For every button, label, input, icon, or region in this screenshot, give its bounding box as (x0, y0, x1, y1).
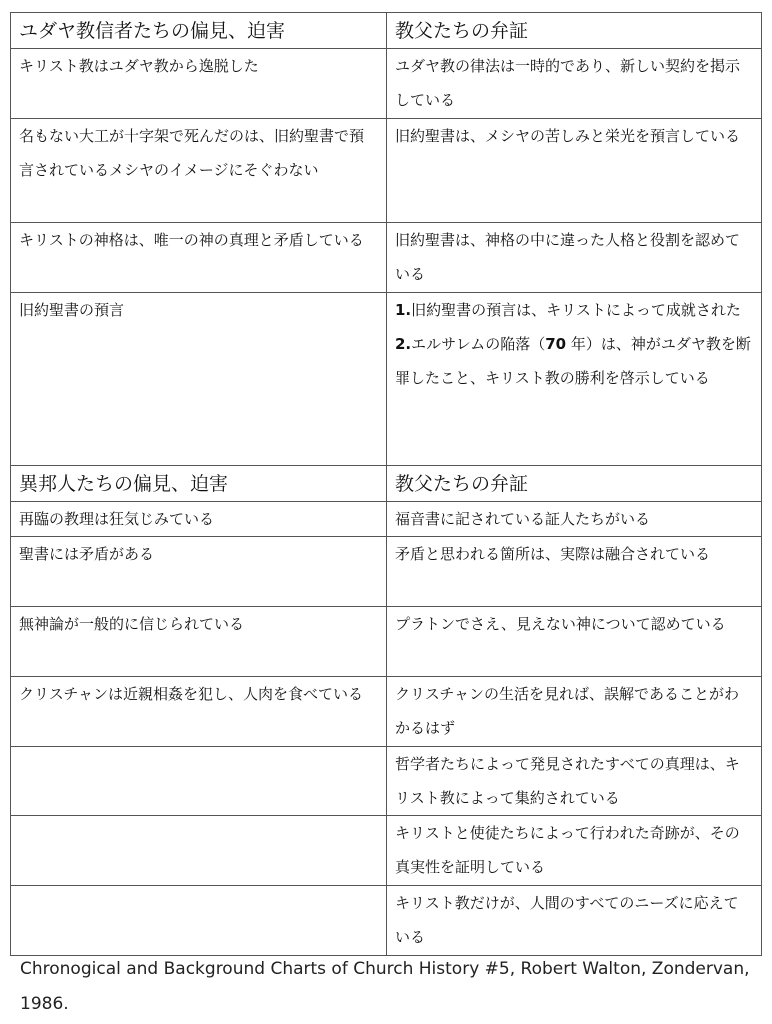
apology-cell: ユダヤ教の律法は一時的であり、新しい契約を掲示している (387, 49, 762, 119)
apology-item-1 (395, 293, 753, 327)
header-fathers-apology: 教父たちの弁証 (387, 13, 762, 49)
section-header-row (11, 13, 762, 49)
prejudice-cell: 無神論が一般的に信じられている (11, 607, 387, 677)
section-header-row (11, 466, 762, 502)
apology-item-2 (395, 327, 753, 395)
table-row (11, 537, 762, 607)
prejudice-cell (11, 747, 387, 816)
table-row (11, 293, 762, 466)
apology-cell: キリストと使徒たちによって行われた奇跡が、その真実性を証明している (387, 816, 762, 886)
prejudice-cell (11, 886, 387, 956)
item-text: エルサレムの陥落（ (411, 335, 546, 353)
apology-cell: クリスチャンの生活を見れば、誤解であることがわかるはず (387, 677, 762, 747)
apology-cell: 哲学者たちによって発見されたすべての真理は、キリスト教によって集約されている (387, 747, 762, 816)
apology-cell: プラトンでさえ、見えない神について認めている (387, 607, 762, 677)
item-number: 1. (395, 301, 412, 319)
table-row (11, 816, 762, 886)
table-row (11, 677, 762, 747)
prejudice-cell: 再臨の教理は狂気じみている (11, 502, 387, 537)
item-text: 年）は、神がユダヤ教を断罪したこと、キリスト教の勝利を啓示している (395, 335, 751, 387)
source-citation: Chronogical and Background Charts of Church History #5, Robert Walton, Zondervan, 1986. (20, 959, 750, 1014)
comparison-table (10, 12, 762, 956)
prejudice-cell (11, 816, 387, 886)
apology-cell: キリスト教だけが、人間のすべてのニーズに応えている (387, 886, 762, 956)
prejudice-cell: 聖書には矛盾がある (11, 537, 387, 607)
prejudice-cell: クリスチャンは近親相姦を犯し、人肉を食べている (11, 677, 387, 747)
table-row (11, 502, 762, 537)
item-number: 2. (395, 335, 412, 353)
prejudice-cell: 旧約聖書の預言 (11, 293, 387, 466)
year-number: 70 (545, 335, 567, 353)
apology-cell (387, 293, 762, 466)
header-jewish-prejudice: ユダヤ教信者たちの偏見、迫害 (11, 13, 387, 49)
prejudice-cell: キリストの神格は、唯一の神の真理と矛盾している (11, 223, 387, 293)
item-text: 旧約聖書の預言は、キリストによって成就された (411, 301, 741, 319)
apology-cell: 矛盾と思われる箇所は、実際は融合されている (387, 537, 762, 607)
table-row (11, 607, 762, 677)
table-row (11, 223, 762, 293)
prejudice-cell: キリスト教はユダヤ教から逸脱した (11, 49, 387, 119)
apology-cell: 福音書に記されている証人たちがいる (387, 502, 762, 537)
header-gentile-prejudice: 異邦人たちの偏見、迫害 (11, 466, 387, 502)
table-row (11, 119, 762, 223)
apology-cell: 旧約聖書は、神格の中に違った人格と役割を認めている (387, 223, 762, 293)
prejudice-cell: 名もない大工が十字架で死んだのは、旧約聖書で預言されているメシヤのイメージにそぐわない (11, 119, 387, 223)
table-row (11, 49, 762, 119)
apology-cell: 旧約聖書は、メシヤの苦しみと栄光を預言している (387, 119, 762, 223)
table-row (11, 747, 762, 816)
table-row (11, 886, 762, 956)
header-fathers-apology: 教父たちの弁証 (387, 466, 762, 502)
